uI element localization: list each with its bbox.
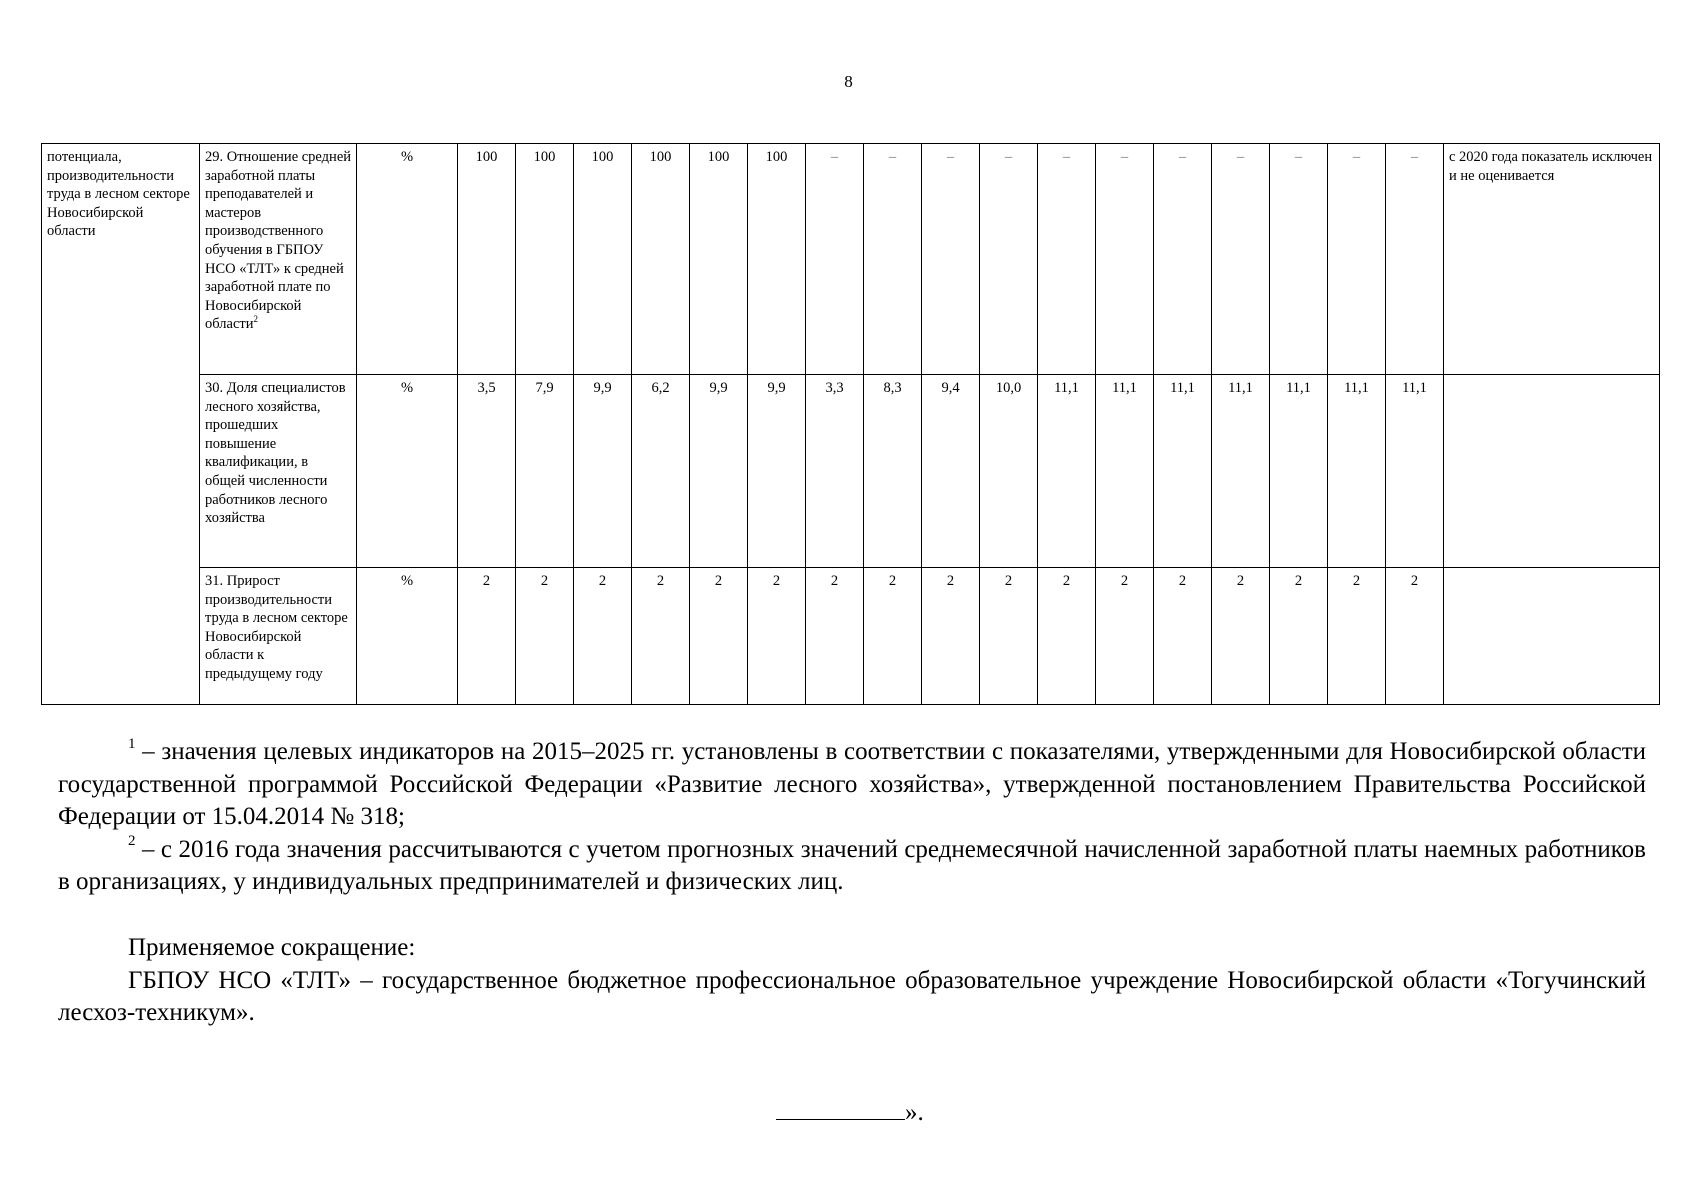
value-cell: – (1096, 144, 1154, 375)
value-cell: 2 (1154, 568, 1212, 705)
value-cell: 11,1 (1328, 375, 1386, 568)
value-cell: 10,0 (980, 375, 1038, 568)
value-cell: 100 (748, 144, 806, 375)
abbreviations-heading: Применяемое сокращение: (128, 934, 416, 961)
footnote (58, 736, 1646, 834)
value-cell: – (1038, 144, 1096, 375)
indicator-name: 30. Доля специалистов лесного хозяйства, прошедших повышение квалификации, в общей численности работников лесного хозяйства (200, 375, 357, 568)
value-cell: 2 (1328, 568, 1386, 705)
value-cell: – (1328, 144, 1386, 375)
value-cell: 6,2 (632, 375, 690, 568)
value-cell: 11,1 (1270, 375, 1328, 568)
value-cell: 2 (1212, 568, 1270, 705)
value-cell: 2 (574, 568, 632, 705)
note-cell: с 2020 года показатель исключен и не оценивается (1444, 144, 1660, 375)
value-cell: 2 (864, 568, 922, 705)
value-cell: – (980, 144, 1038, 375)
value-cell: 2 (748, 568, 806, 705)
value-cell: – (1154, 144, 1212, 375)
page-number: 8 (844, 72, 853, 91)
footnote-mark: 2 (128, 833, 136, 850)
value-cell: 2 (922, 568, 980, 705)
indicator-name: 31. Прирост производительности труда в лесном секторе Новосибирской области к предыдущему году (200, 568, 357, 705)
value-cell: 100 (632, 144, 690, 375)
goal-cell: потенциала, производительности труда в лесном секторе Новосибирской области (42, 144, 200, 705)
value-cell: 3,5 (458, 375, 516, 568)
unit-cell: % (357, 568, 458, 705)
table-row (42, 144, 1660, 375)
value-cell: 2 (1038, 568, 1096, 705)
value-cell: – (922, 144, 980, 375)
table-row (42, 375, 1660, 568)
footnote (58, 834, 1646, 899)
value-cell: 2 (632, 568, 690, 705)
value-cell: 8,3 (864, 375, 922, 568)
value-cell: – (1386, 144, 1444, 375)
abbreviation-item: ГБПОУ НСО «ТЛТ» – государственное бюджетное профессиональное образовательное учреждение Новосибирской области «Тогучинский лесхоз-техникум». (58, 966, 1646, 1026)
value-cell: – (806, 144, 864, 375)
value-cell: 11,1 (1038, 375, 1096, 568)
value-cell: 2 (1096, 568, 1154, 705)
footnote-mark: 1 (128, 735, 136, 752)
value-cell: 2 (1270, 568, 1328, 705)
note-cell (1444, 375, 1660, 568)
note-cell (1444, 568, 1660, 705)
signature-blank (776, 1097, 905, 1120)
footnote-mark: 2 (253, 314, 258, 325)
unit-cell: % (357, 144, 458, 375)
value-cell: 2 (806, 568, 864, 705)
value-cell: 2 (458, 568, 516, 705)
value-cell: – (1270, 144, 1328, 375)
table-row (42, 568, 1660, 705)
value-cell: 100 (574, 144, 632, 375)
value-cell: 100 (690, 144, 748, 375)
value-cell: 7,9 (516, 375, 574, 568)
indicator-name: 29. Отношение средней заработной платы преподавателей и мастеров производственного обучения в ГБПОУ НСО «ТЛТ» к средней заработной плате по Новосибирской области$^2$ (200, 144, 357, 375)
footnote-text: – с 2016 года значения рассчитываются с учетом прогнозных значений среднемесячной начисленной заработной платы наемных работников в организациях, у индивидуальных предпринимателей и физических лиц. (58, 835, 1646, 895)
value-cell: 9,9 (690, 375, 748, 568)
value-cell: 11,1 (1154, 375, 1212, 568)
value-cell: – (1212, 144, 1270, 375)
value-cell: 9,9 (748, 375, 806, 568)
value-cell: 2 (690, 568, 748, 705)
value-cell: 2 (516, 568, 574, 705)
indicators-table (41, 143, 1660, 705)
value-cell: 11,1 (1096, 375, 1154, 568)
value-cell: – (864, 144, 922, 375)
closing-mark: ». (905, 1099, 924, 1126)
value-cell: 9,4 (922, 375, 980, 568)
value-cell: 100 (516, 144, 574, 375)
value-cell: 3,3 (806, 375, 864, 568)
unit-cell: % (357, 375, 458, 568)
closing-line (776, 1097, 924, 1127)
value-cell: 9,9 (574, 375, 632, 568)
value-cell: 11,1 (1386, 375, 1444, 568)
value-cell: 11,1 (1212, 375, 1270, 568)
table-body (42, 144, 1660, 705)
footnote-text: – значения целевых индикаторов на 2015–2025 гг. установлены в соответствии с показателями, утвержденными для Новосибирской области государственной программой Российской Федерации «Развитие лесного хозяйства», утвержденной постановлением Правительства Российской Федерации от 15.04.2014 № 318; (58, 738, 1646, 830)
value-cell: 2 (980, 568, 1038, 705)
abbreviations (58, 932, 1646, 1030)
footnotes (58, 736, 1646, 899)
value-cell: 2 (1386, 568, 1444, 705)
value-cell: 100 (458, 144, 516, 375)
